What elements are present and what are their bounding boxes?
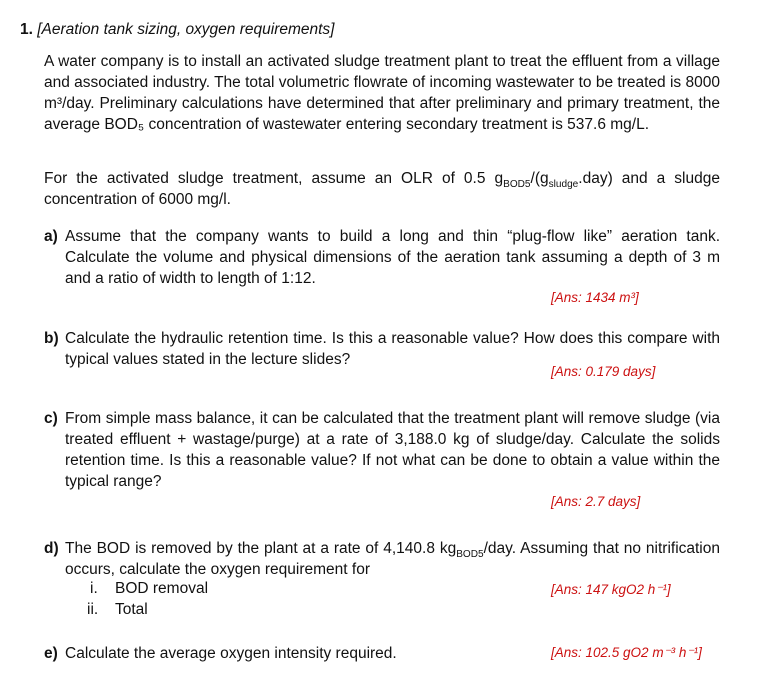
part-d-item-1-text: BOD removal	[115, 580, 209, 597]
part-b-text: Calculate the hydraulic retention time. Is this a reasonable value? How does this compare with typical values stated in the lecture slides?	[65, 330, 720, 368]
part-a-text: Assume that the company wants to build a long and thin “plug-flow like” aeration tank. Calculate the volume and physical dimensions of the aeration tank assuming a depth of 3 m and a ratio of width to length of 1:12.	[65, 228, 720, 287]
part-e-text: Calculate the average oxygen intensity required.	[65, 645, 397, 662]
part-a	[44, 226, 720, 289]
part-e-label: e)	[44, 645, 58, 662]
part-d-label: d)	[44, 540, 59, 557]
part-e-answer: [Ans: 102.5 gO2 m⁻³ h⁻¹]	[551, 645, 702, 660]
part-c	[44, 408, 720, 492]
part-d	[44, 538, 720, 580]
part-c-answer: [Ans: 2.7 days]	[551, 494, 641, 509]
part-a-label: a)	[44, 228, 58, 245]
part-b-label: b)	[44, 330, 59, 347]
part-c-label: c)	[44, 410, 58, 427]
question-title: [Aeration tank sizing, oxygen requirements]	[37, 21, 335, 38]
part-c-text: From simple mass balance, it can be calculated that the treatment plant will remove sludge (via treated effluent + wastage/purge) at a rate of 3,188.0 kg of sludge/day. Calculate the solids retention time. Is this a reasonable value? If not what can be done to obtain a value within the typical range?	[65, 410, 720, 490]
part-d-item-2-text: Total	[115, 601, 148, 618]
part-d-text: The BOD is removed by the plant at a rate of 4,140.8 $kg_{BOD5}$/day. Assuming that no nitrification occurs, calculate the oxygen requirement for	[65, 540, 720, 578]
part-d-item-2-roman: ii.	[87, 601, 99, 618]
intro-paragraph-1: A water company is to install an activated sludge treatment plant to treat the effluent from a village and associated industry. The total volumetric flowrate of incoming wastewater to be treated is 8000 m³/day. Preliminary calculations have determined that after preliminary and primary treatment, the average BOD₅ concentration of wastewater entering secondary treatment is 537.6 mg/L.	[44, 53, 720, 133]
part-b-answer: [Ans: 0.179 days]	[551, 364, 656, 379]
question-number: 1.	[20, 21, 33, 38]
question-heading	[20, 21, 335, 39]
part-a-answer: [Ans: 1434 m³]	[551, 290, 639, 305]
part-d-item-1-answer: [Ans: 147 kgO2 h⁻¹]	[551, 582, 671, 597]
part-d-item-1-roman: i.	[90, 580, 98, 597]
intro-paragraph-2: For the activated sludge treatment, assume an OLR of 0.5 $g_{BOD5}/(g_{sludge}.day)$ and a sludge concentration of 6000 mg/l.	[44, 170, 720, 208]
